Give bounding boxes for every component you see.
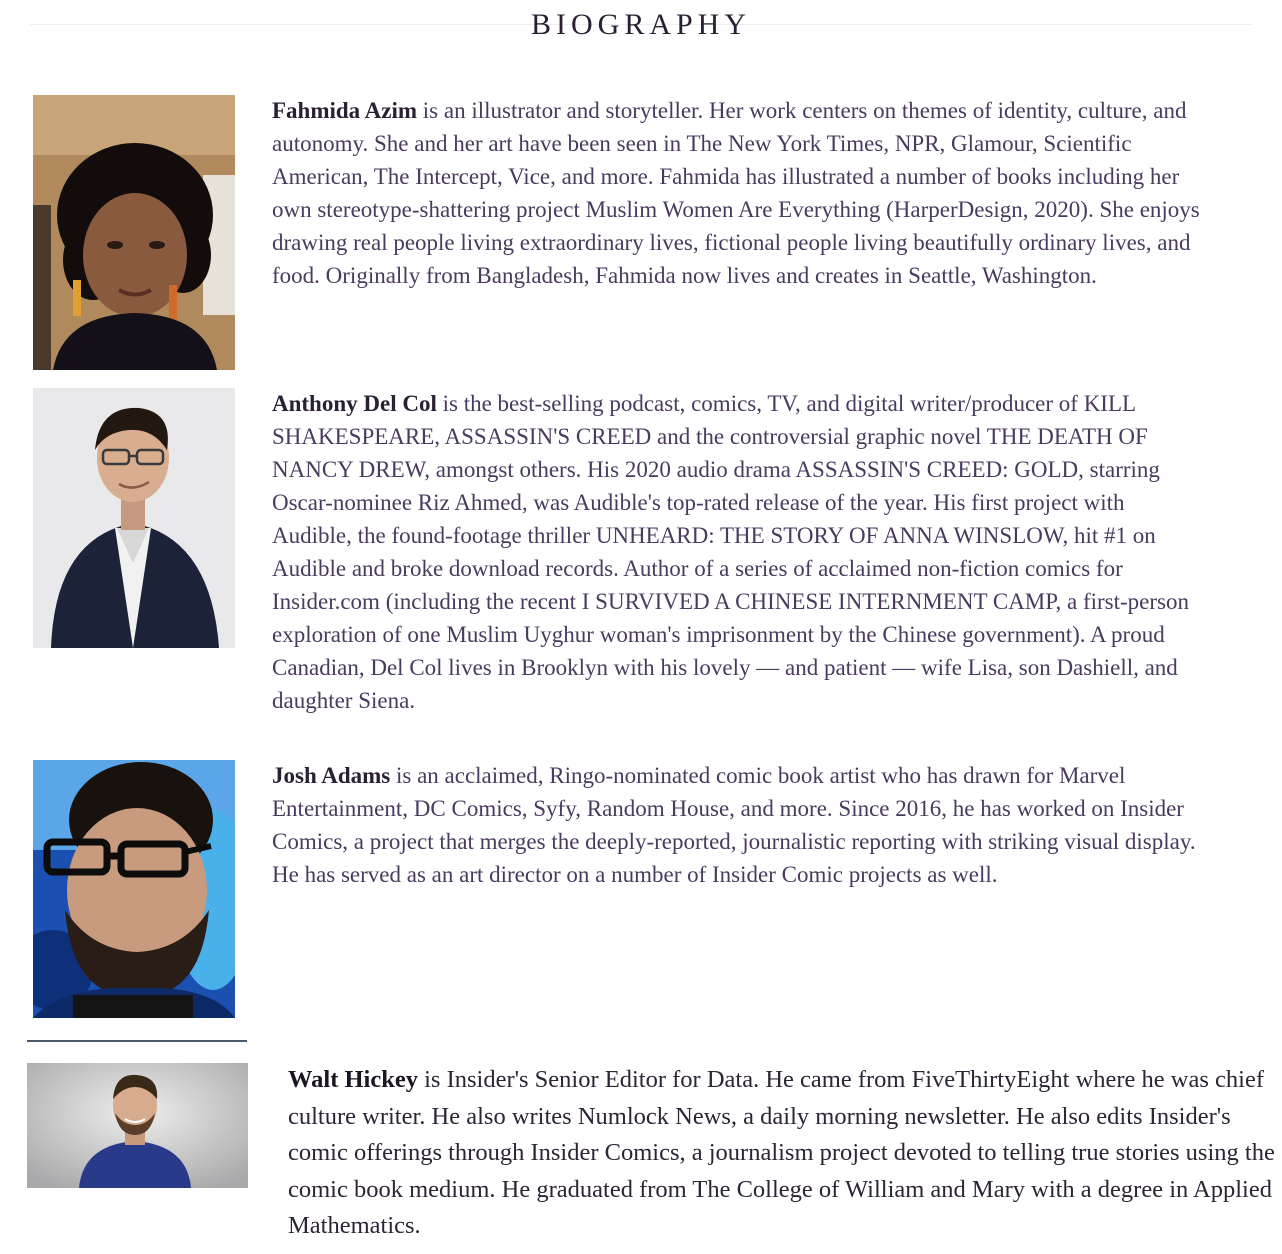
bio-walt-hickey <box>288 1062 1278 1245</box>
bio-text: is Insider's Senior Editor for Data. He came from FiveThirtyEight where he was chief culture writer. He also writes Numlock News, a daily morning newsletter. He also edits Insider's comic offerings through Insider Comics, a journalism project devoted to telling true stories using the comic book medium. He graduated from The College of William and Mary with a degree in Applied Mathematics. <box>288 1066 1275 1239</box>
bio-name: Walt Hickey <box>288 1066 418 1093</box>
bio-text: is the best-selling podcast, comics, TV, and digital writer/producer of KILL SHAKESPEARE, ASSASSIN'S CREED and the controversial graphic novel THE DEATH OF NANCY DREW, amongst others. His 2020 audio drama ASSASSIN'S CREED: GOLD, starring Oscar-nominee Riz Ahmed, was Audible's top-rated release of the year. His first project with Audible, the found-footage thriller UNHEARD: THE STORY OF ANNA WINSLOW, hit #1 on Audible and broke download records. Author of a series of acclaimed non-fiction comics for Insider.com (including the recent I SURVIVED A CHINESE INTERNMENT CAMP, a first-person exploration of one Muslim Uyghur woman's imprisonment by the Chinese government). A proud Canadian, Del Col lives in Brooklyn with his lovely — and patient — wife Lisa, son Dashiell, and daughter Siena. <box>272 391 1189 713</box>
bio-josh-adams <box>272 759 1202 891</box>
portrait-photo-fahmida-azim <box>33 95 235 370</box>
bio-fahmida-azim <box>272 94 1212 292</box>
bio-name: Josh Adams <box>272 763 391 788</box>
section-divider <box>27 1040 247 1042</box>
bio-name: Anthony Del Col <box>272 391 437 416</box>
bio-text: is an illustrator and storyteller. Her work centers on themes of identity, culture, and autonomy. She and her art have been seen in The New York Times, NPR, Glamour, Scientific American, The Intercept, Vice, and more. Fahmida has illustrated a number of books including her own stereotype-shattering project Muslim Women Are Everything (HarperDesign, 2020). She enjoys drawing real people living extraordinary lives, fictional people living beautifully ordinary lives, and food. Originally from Bangladesh, Fahmida now lives and creates in Seattle, Washington. <box>272 98 1200 288</box>
page-title: BIOGRAPHY <box>530 8 752 41</box>
portrait-photo-walt-hickey <box>27 1063 248 1188</box>
portrait-photo-anthony-del-col <box>33 388 235 648</box>
bio-name: Fahmida Azim <box>272 98 418 123</box>
bio-anthony-del-col <box>272 387 1207 717</box>
bio-text: is an acclaimed, Ringo-nominated comic book artist who has drawn for Marvel Entertainment, DC Comics, Syfy, Random House, and more. Since 2016, he has worked on Insider Comics, a project that merges the deeply-reported, journalistic reporting with striking visual display. He has served as an art director on a number of Insider Comic projects as well. <box>272 763 1196 887</box>
portrait-photo-josh-adams <box>33 760 235 1018</box>
